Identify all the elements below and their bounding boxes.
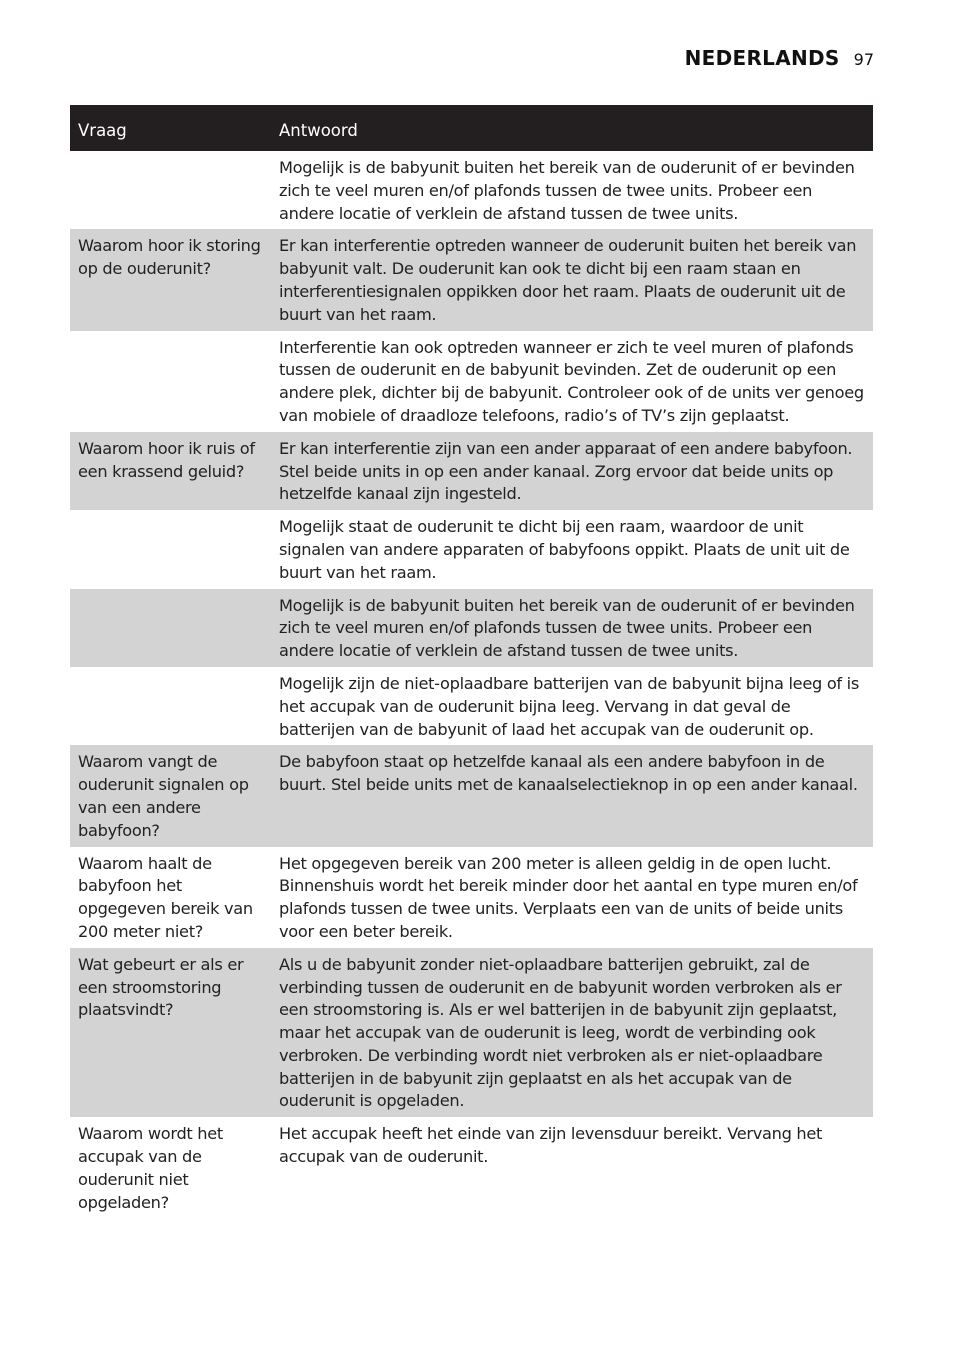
language-heading: NEDERLANDS xyxy=(684,46,840,70)
answer-cell: Mogelijk is de babyunit buiten het bereik van de ouderunit of er bevinden zich te veel muren en/of plafonds tussen de twee units. Probeer een andere locatie of verklein de afstand tussen de twee units. xyxy=(279,158,855,223)
table-header-row xyxy=(70,105,873,151)
question-cell: Waarom haalt de babyfoon het opgegeven bereik van 200 meter niet? xyxy=(78,853,253,941)
table-row xyxy=(70,745,873,846)
table-row xyxy=(70,229,873,330)
table-row xyxy=(70,1117,873,1218)
question-cell xyxy=(70,510,271,588)
question-cell xyxy=(70,589,271,667)
answer-cell: Mogelijk staat de ouderunit te dicht bij een raam, waardoor de unit signalen van andere apparaten of babyfoons oppikt. Plaats de unit uit de buurt van het raam. xyxy=(279,517,850,582)
answer-cell: De babyfoon staat op hetzelfde kanaal als een andere babyfoon in de buurt. Stel beide units met de kanaalselectieknop in op een ander kanaal. xyxy=(271,745,873,846)
table-body xyxy=(70,151,873,1218)
column-header-question: Vraag xyxy=(70,105,271,151)
answer-cell: Het opgegeven bereik van 200 meter is alleen geldig in de open lucht. Binnenshuis wordt het bereik minder door het aantal en type muren en/of plafonds tussen de twee units. Verplaats een van de units of beide units voor een beter bereik. xyxy=(279,853,858,941)
question-cell: Waarom wordt het accupak van de ouderunit niet opgeladen? xyxy=(78,1124,223,1212)
page-number: 97 xyxy=(853,50,874,69)
answer-cell: Het accupak heeft het einde van zijn levensduur bereikt. Vervang het accupak van de ouderunit. xyxy=(279,1124,823,1167)
answer-cell: Mogelijk zijn de niet-oplaadbare batterijen van de babyunit bijna leeg of is het accupak van de ouderunit bijna leeg. Vervang in dat geval de batterijen van de babyunit of laad het accupak van de ouderunit op. xyxy=(279,673,860,739)
table-row xyxy=(70,589,873,667)
column-header-answer: Antwoord xyxy=(271,105,873,151)
question-cell: Waarom vangt de ouderunit signalen op van een andere babyfoon? xyxy=(70,745,271,846)
table-row xyxy=(70,948,873,1118)
table-row xyxy=(70,510,873,588)
table-row xyxy=(70,847,873,948)
question-cell xyxy=(70,151,271,229)
table-row xyxy=(70,667,873,745)
table-row xyxy=(70,432,873,510)
question-cell: Waarom hoor ik storing op de ouderunit? xyxy=(70,229,271,330)
page-header xyxy=(685,46,874,70)
answer-cell: Er kan interferentie optreden wanneer de ouderunit buiten het bereik van babyunit valt. De ouderunit kan ook te dicht bij een raam staan en interferentiesignalen oppikken door het raam. Plaats de ouderunit uit de buurt van het raam. xyxy=(271,229,873,330)
answer-cell: Mogelijk is de babyunit buiten het bereik van de ouderunit of er bevinden zich te veel muren en/of plafonds tussen de twee units. Probeer een andere locatie of verklein de afstand tussen de twee units. xyxy=(271,589,873,667)
table-row xyxy=(70,151,873,229)
answer-cell: Interferentie kan ook optreden wanneer er zich te veel muren of plafonds tussen de ouderunit en de babyunit bevinden. Zet de ouderunit op een andere plek, dichter bij de babyunit. Controleer ook of de units ver genoeg van mobiele of draadloze telefoons, radio’s of TV’s zijn geplaatst. xyxy=(279,337,864,425)
question-cell xyxy=(70,331,271,432)
table-row xyxy=(70,331,873,432)
faq-table xyxy=(70,105,873,1218)
question-cell: Wat gebeurt er als er een stroomstoring plaatsvindt? xyxy=(70,948,271,1118)
question-cell: Waarom hoor ik ruis of een krassend geluid? xyxy=(70,432,271,510)
answer-cell: Als u de babyunit zonder niet-oplaadbare batterijen gebruikt, zal de verbinding tussen de ouderunit en de babyunit worden verbroken als er een stroomstoring is. Als er wel batterijen in de babyunit zijn geplaatst, maar het accupak van de ouderunit is leeg, wordt de verbinding ook verbroken. De verbinding wordt niet verbroken als er niet-oplaadbare batterijen in de babyunit zijn geplaatst en als het accupak van de ouderunit is opgeladen. xyxy=(271,948,873,1118)
question-cell xyxy=(70,667,271,745)
answer-cell: Er kan interferentie zijn van een ander apparaat of een andere babyfoon. Stel beide units in op een ander kanaal. Zorg ervoor dat beide units op hetzelfde kanaal zijn ingesteld. xyxy=(271,432,873,510)
